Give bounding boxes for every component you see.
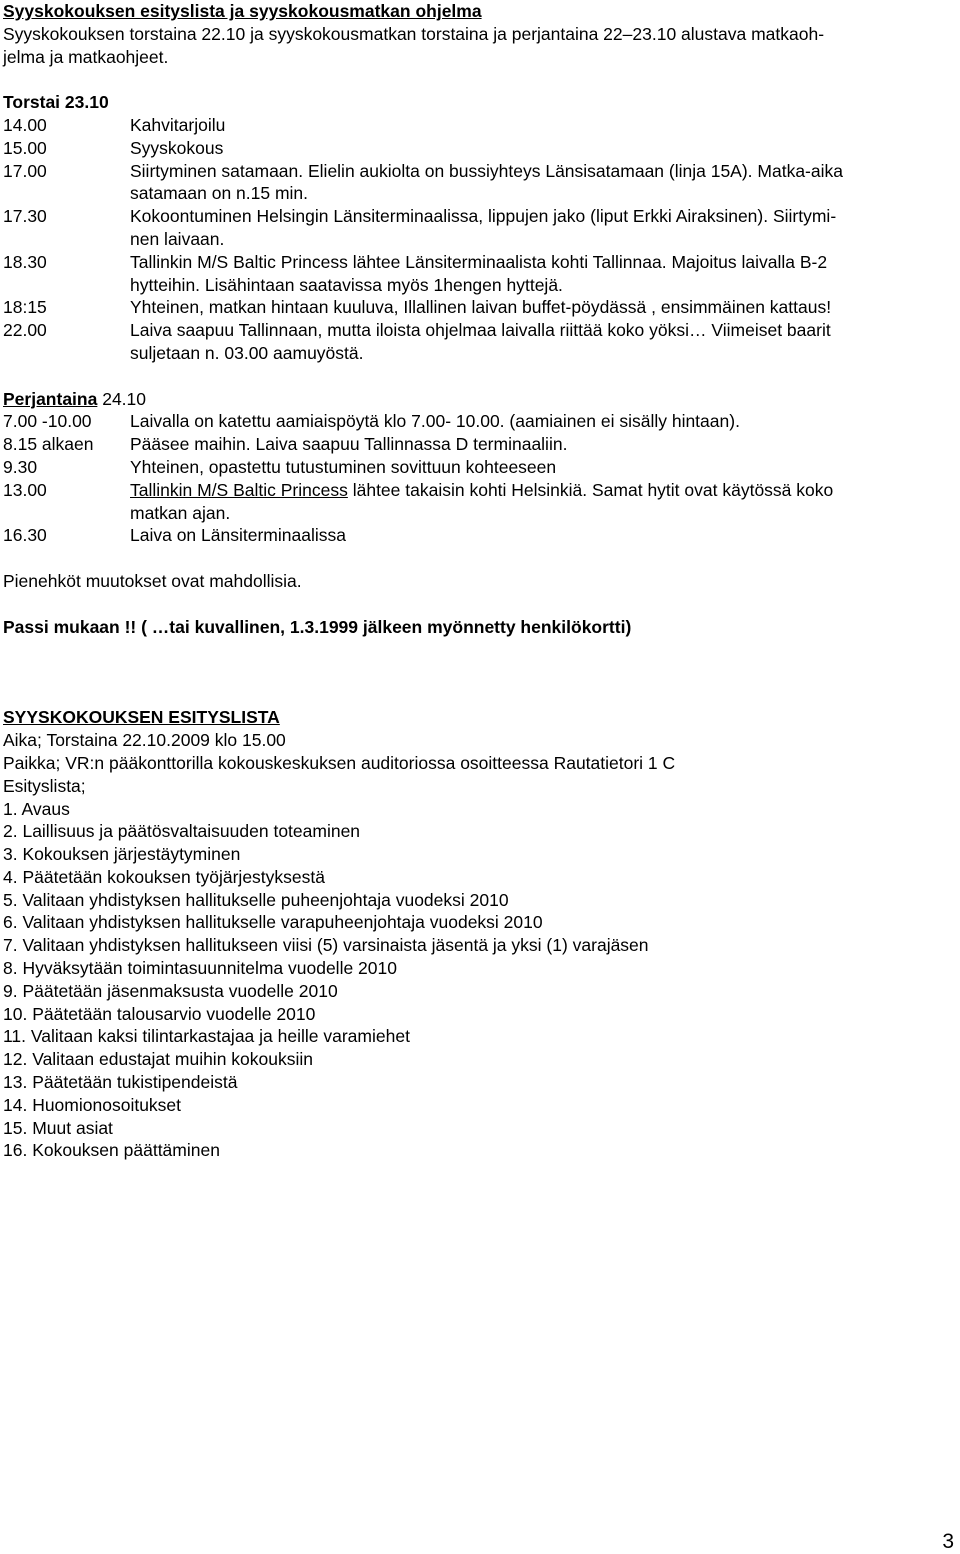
agenda-item: 15. Muut asiat bbox=[3, 1117, 113, 1138]
agenda-item: 4. Päätetään kokouksen työjärjestyksestä bbox=[3, 866, 325, 887]
agenda-item: 1. Avaus bbox=[3, 798, 70, 819]
page-number: 3 bbox=[942, 1530, 954, 1554]
schedule-text: hytteihin. Lisähintaan saatavissa myös 1hengen hyttejä. bbox=[130, 274, 563, 295]
schedule-text: Yhteinen, matkan hintaan kuuluva, Illallinen laivan buffet-pöydässä , ensimmäinen kattaus! bbox=[130, 297, 832, 318]
schedule-text: satamaan on n.15 min. bbox=[130, 183, 309, 204]
schedule-text: lähtee takaisin kohti Helsinkiä. Samat hytit ovat käytössä koko bbox=[347, 479, 834, 500]
agenda-item: 5. Valitaan yhdistyksen hallitukselle puheenjohtaja vuodeksi 2010 bbox=[3, 889, 509, 910]
friday-schedule bbox=[3, 410, 953, 547]
friday-heading-date: 24.10 bbox=[97, 388, 147, 409]
friday-heading-day: Perjantaina bbox=[3, 388, 98, 409]
schedule-time: 15.00 bbox=[3, 137, 47, 158]
schedule-text: Yhteinen, opastettu tutustuminen sovittuun kohteeseen bbox=[130, 456, 557, 477]
agenda-item: 7. Valitaan yhdistyksen hallitukseen viisi (5) varsinaista jäsentä ja yksi (1) varajäsen bbox=[3, 935, 649, 956]
document-title: Syyskokouksen esityslista ja syyskokousmatkan ohjelma bbox=[3, 1, 482, 21]
schedule-row bbox=[3, 319, 953, 365]
friday-heading bbox=[3, 388, 953, 411]
changes-note: Pienehköt muutokset ovat mahdollisia. bbox=[3, 570, 302, 591]
schedule-row bbox=[3, 296, 953, 319]
agenda-item: 13. Päätetään tukistipendeistä bbox=[3, 1072, 238, 1093]
agenda-item: 14. Huomionosoitukset bbox=[3, 1094, 182, 1115]
schedule-row bbox=[3, 251, 953, 297]
schedule-row bbox=[3, 160, 953, 206]
schedule-time: 9.30 bbox=[3, 456, 38, 477]
schedule-time: 16.30 bbox=[3, 525, 47, 546]
intro-line-1: Syyskokouksen torstaina 22.10 ja syyskokousmatkan torstaina ja perjantaina 22–23.10 alustava matkaoh- bbox=[3, 23, 825, 44]
schedule-text: Laivalla on katettu aamiaispöytä klo 7.00- 10.00. (aamiainen ei sisälly hintaan). bbox=[130, 411, 740, 432]
schedule-text: Kahvitarjoilu bbox=[130, 114, 226, 135]
schedule-row bbox=[3, 137, 953, 160]
schedule-text: Syyskokous bbox=[130, 137, 224, 158]
agenda-heading: SYYSKOKOUKSEN ESITYSLISTA bbox=[3, 707, 280, 728]
schedule-row bbox=[3, 410, 953, 433]
schedule-time: 14.00 bbox=[3, 114, 47, 135]
agenda-item: 8. Hyväksytään toimintasuunnitelma vuodelle 2010 bbox=[3, 958, 397, 979]
ship-link[interactable]: Tallinkin M/S Baltic Princess bbox=[130, 479, 348, 500]
schedule-text: matkan ajan. bbox=[130, 502, 231, 523]
schedule-time: 13.00 bbox=[3, 479, 47, 500]
passport-note: Passi mukaan !! ( …tai kuvallinen, 1.3.1999 jälkeen myönnetty henkilökortti) bbox=[3, 616, 632, 637]
thursday-heading: Torstai 23.10 bbox=[3, 92, 109, 113]
schedule-time: 17.30 bbox=[3, 206, 47, 227]
schedule-row bbox=[3, 114, 953, 137]
agenda-item: 6. Valitaan yhdistyksen hallitukselle varapuheenjohtaja vuodeksi 2010 bbox=[3, 912, 543, 933]
schedule-row bbox=[3, 479, 953, 525]
schedule-text: Tallinkin M/S Baltic Princess lähtee Länsiterminaalista kohti Tallinnaa. Majoitus laivalla B-2 bbox=[130, 251, 828, 272]
schedule-text: Laiva saapuu Tallinnaan, mutta iloista ohjelmaa laivalla riittää koko yöksi… Viimeiset baarit bbox=[130, 320, 831, 341]
agenda-place: Paikka; VR:n pääkonttorilla kokouskeskuksen auditoriossa osoitteessa Rautatietori 1 C bbox=[3, 752, 676, 773]
intro-line-2: jelma ja matkaohjeet. bbox=[3, 46, 169, 67]
schedule-row bbox=[3, 524, 953, 547]
schedule-text: suljetaan n. 03.00 aamuyöstä. bbox=[130, 342, 364, 363]
thursday-schedule bbox=[3, 114, 953, 365]
agenda-item: 16. Kokouksen päättäminen bbox=[3, 1140, 220, 1161]
schedule-time: 8.15 alkaen bbox=[3, 434, 94, 455]
schedule-row bbox=[3, 456, 953, 479]
schedule-text: nen laivaan. bbox=[130, 228, 225, 249]
agenda-item: 9. Päätetään jäsenmaksusta vuodelle 2010 bbox=[3, 980, 338, 1001]
agenda-time: Aika; Torstaina 22.10.2009 klo 15.00 bbox=[3, 730, 286, 751]
agenda-item: 11. Valitaan kaksi tilintarkastajaa ja heille varamiehet bbox=[3, 1026, 410, 1047]
schedule-text: Siirtyminen satamaan. Elielin aukiolta on bussiyhteys Länsisatamaan (linja 15A). Matka-aika bbox=[130, 160, 843, 181]
schedule-time: 18.30 bbox=[3, 251, 47, 272]
agenda-label: Esityslista; bbox=[3, 775, 86, 796]
schedule-time: 22.00 bbox=[3, 320, 47, 341]
agenda-item: 12. Valitaan edustajat muihin kokouksiin bbox=[3, 1049, 314, 1070]
schedule-time: 17.00 bbox=[3, 160, 47, 181]
agenda-item: 3. Kokouksen järjestäytyminen bbox=[3, 844, 241, 865]
schedule-text: Pääsee maihin. Laiva saapuu Tallinnassa D terminaaliin. bbox=[130, 434, 568, 455]
schedule-text: Laiva on Länsiterminaalissa bbox=[130, 525, 346, 546]
schedule-time: 7.00 -10.00 bbox=[3, 411, 92, 432]
agenda-item: 10. Päätetään talousarvio vuodelle 2010 bbox=[3, 1003, 316, 1024]
schedule-row bbox=[3, 205, 953, 251]
agenda-item: 2. Laillisuus ja päätösvaltaisuuden toteaminen bbox=[3, 821, 361, 842]
document-page bbox=[3, 0, 953, 1162]
schedule-text: Kokoontuminen Helsingin Länsiterminaalissa, lippujen jako (liput Erkki Airaksinen). Siirtymi- bbox=[130, 206, 837, 227]
schedule-row bbox=[3, 433, 953, 456]
schedule-time: 18:15 bbox=[3, 297, 47, 318]
agenda-list bbox=[3, 798, 953, 1163]
